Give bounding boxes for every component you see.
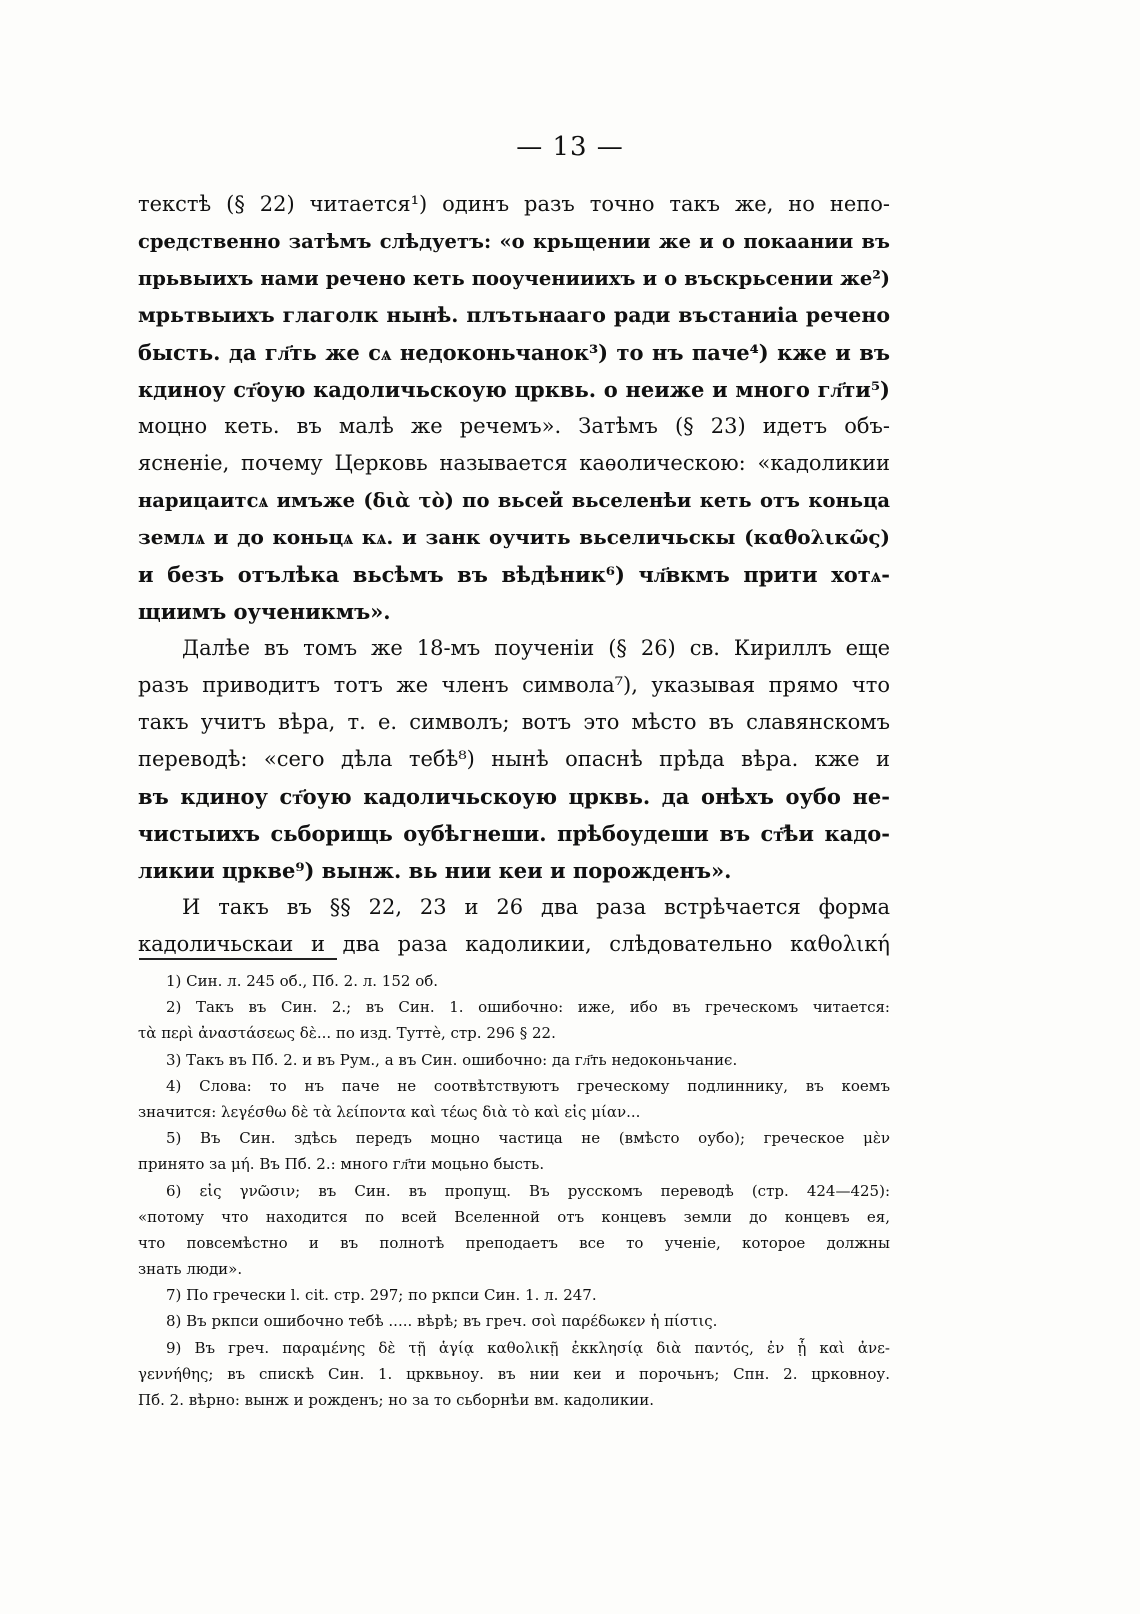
body-line: бысть. да гл҃ть же сѧ недоконьчанок³) то нъ паче⁴) кже и въ [138, 340, 890, 365]
body-line: переводѣ: «сего дѣла тебѣ⁸) нынѣ опаснѣ прѣда вѣра. кже и [138, 747, 890, 771]
footnote-line: γεννήθης; въ спискѣ Син. 1. црквьноу. въ нии кеи и порочьнъ; Спн. 2. црковноу. [138, 1364, 890, 1383]
main-text [138, 186, 890, 963]
footnote-line: что повсемѣстно и въ полнотѣ преподаетъ все то ученіе, которое должны [138, 1233, 890, 1252]
footnote-line: знать люди». [138, 1260, 243, 1279]
body-line: мрьтвыихъ глаголк нынѣ. плътьнааго ради въстаниіа речено [138, 303, 890, 327]
body-line: ликии црквe⁹) вынж. вь нии кеи и порожденъ». [138, 858, 732, 883]
body-line: И такъ въ §§ 22, 23 и 26 два раза встрѣчается форма [182, 895, 890, 919]
footnote-line: 3) Такъ въ Пб. 2. и въ Рум., а въ Син. ошибочно: да гл҃ть недоконьчаниє. [166, 1050, 738, 1069]
body-line: нарицаитсѧ имъже (διὰ τὸ) по вьсей вьселенѣи кеть отъ коньца [138, 489, 890, 512]
footnote-line: 7) По гречески l. cit. стр. 297; по ркпси Син. 1. л. 247. [166, 1286, 597, 1305]
footnote-line: 9) Въ греч. παραμένης δὲ τῇ ἁγίᾳ καθολικῇ ἐκκλησίᾳ διὰ παντός, ἐν ᾗ καὶ ἀνε- [166, 1338, 890, 1357]
footnote-line: «потому что находится по всей Вселенной отъ концевъ земли до концевъ ея, [138, 1207, 890, 1226]
body-line: Далѣе въ томъ же 18-мъ поученіи (§ 26) св. Кириллъ еще [182, 636, 890, 660]
body-line: прьвыихъ нами речено кеть пооученииихъ и о въскрьсении же²) [138, 267, 890, 290]
body-line: разъ приводитъ тотъ же членъ символа⁷), указывая прямо что [138, 673, 890, 697]
body-line: ясненіе, почему Церковь называется каѳолическою: «кадоликии [138, 451, 890, 475]
body-line: моцно кеть. въ малѣ же речемъ». Затѣмъ (§ 23) идетъ объ- [138, 414, 890, 438]
footnote-line: 2) Такъ въ Син. 2.; въ Син. 1. ошибочно: иже, ибо въ греческомъ читается: [166, 998, 890, 1017]
body-line: текстѣ (§ 22) читается¹) одинъ разъ точно такъ же, но непо- [138, 192, 890, 216]
body-line: такъ учитъ вѣра, т. е. символъ; вотъ это мѣсто въ славянскомъ [138, 710, 890, 734]
footnote-line: 6) εἰς γνῶσιν; въ Син. въ пропущ. Въ русскомъ переводѣ (стр. 424—425): [166, 1181, 890, 1200]
footnote-line: Пб. 2. вѣрно: вынж и рожденъ; но за то сьборнѣи вм. кадоликии. [138, 1391, 655, 1409]
page-number: — 13 — [516, 132, 624, 162]
body-line: щиимъ оученикмъ». [138, 599, 391, 624]
footnote-line: 5) Въ Син. здѣсь передъ моцно частица не (вмѣсто оубо); греческое μὲν [166, 1129, 890, 1148]
footnote-line: τὰ περὶ ἀναστάσεως δὲ... по изд. Туттѐ, стр. 296 § 22. [138, 1024, 556, 1043]
body-line: кадоличьскаи и два раза кадоликии, слѣдовательно καθολική [138, 932, 890, 956]
body-line: землѧ и до коньцѧ кѧ. и занк оучить вьселичьскы (καθολικῶς) [138, 525, 890, 549]
footnote-line: 4) Слова: то нъ паче не соотвѣтствуютъ греческому подлиннику, въ коемъ [166, 1076, 890, 1095]
body-line: чистыихъ сьборищь оубѣгнеши. прѣбоудеши въ ст҃ѣи кадо- [138, 821, 890, 846]
body-line: въ кдиноу ст҃оую кадоличьскоую црквь. да онѣхъ оубо не- [138, 784, 890, 809]
footnote-line: 8) Въ ркпси ошибочно тебѣ ..... вѣрѣ; въ греч. σοὶ παρέδωκεν ἡ πίστις. [166, 1312, 718, 1331]
footnote-line: 1) Син. л. 245 об., Пб. 2. л. 152 об. [166, 972, 439, 990]
footnote-line: значится: λεγέσθω δὲ τὰ λείποντα καὶ τέως διὰ τὸ καὶ εἰς μίαν... [138, 1102, 641, 1121]
footnote-line: принято за μή. Въ Пб. 2.: много гл҃ти моцьно бысть. [138, 1155, 545, 1174]
body-line: кдиноу ст҃оую кадоличьскоую црквь. о неиже и много гл҃ти⁵) [138, 377, 890, 402]
body-line: средственно затѣмъ слѣдуетъ: «о крьщении же и о покаании въ [138, 230, 890, 253]
body-line: и безъ отълѣка вьсѣмъ въ вѣдѣник⁶) чл҃вкмъ прити хотѧ- [138, 562, 890, 587]
footnotes [138, 968, 890, 1413]
footnote-separator [139, 958, 337, 960]
